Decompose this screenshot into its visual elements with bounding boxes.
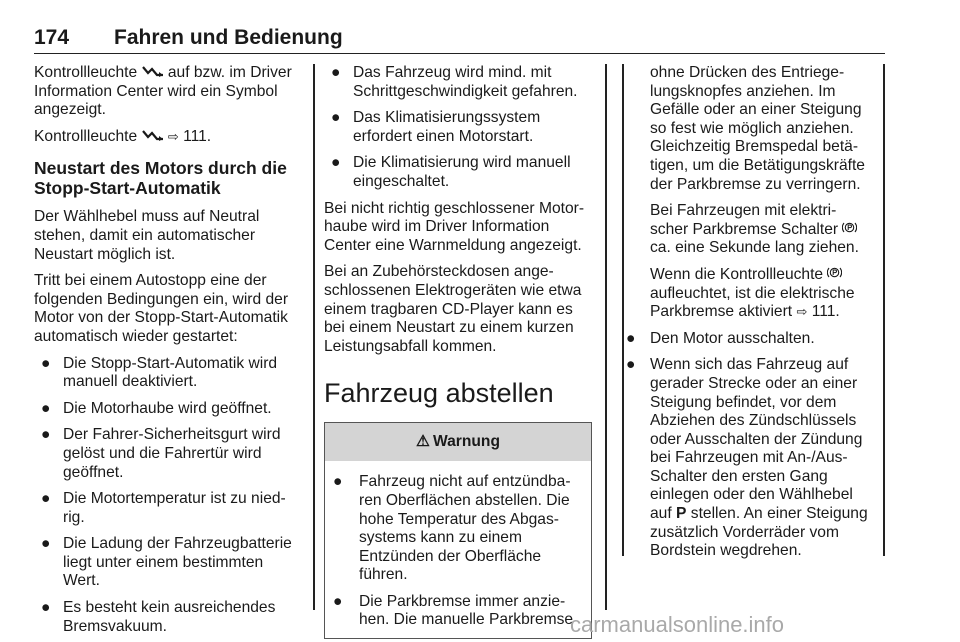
- bullet-icon: ●: [333, 473, 343, 491]
- bullet-icon: ●: [41, 599, 51, 617]
- paragraph: Der Wählhebel muss auf Neutral stehen, damit ein automatischer Neustart möglich ist.: [34, 208, 260, 263]
- bullet-icon: ●: [626, 356, 636, 374]
- reference-arrow-icon: ⇨: [167, 128, 179, 144]
- list-item: ● Es besteht kein ausreichendes Bremsvakuum.: [41, 599, 276, 635]
- column-3: [626, 64, 878, 569]
- bullet-icon: ●: [331, 109, 341, 127]
- page-title: Fahren und Bedienung: [114, 26, 343, 49]
- paragraph: ohne Drücken des Entriege- lungsknopfes anziehen. Im Gefälle oder an einer Steigung so fest wie möglich anziehen. Gleichzeitig Bremspedal betä- tigen, um die Betätigungskräfte der Parkbremse zu verringern.: [650, 64, 865, 193]
- warning-icon: ⚠: [416, 433, 430, 451]
- column-divider-4: [883, 64, 885, 556]
- page-number: 174: [34, 26, 70, 49]
- warning-header: [325, 423, 591, 461]
- bullet-list: [333, 473, 581, 630]
- bullet-icon: ●: [41, 426, 51, 444]
- section-heading: Neustart des Motors durch die Stopp-Start-Automatik: [34, 158, 287, 199]
- warning-body: [325, 461, 591, 630]
- column-divider-3: [622, 64, 624, 556]
- column-divider-2: [605, 64, 607, 610]
- paragraph: Bei an Zubehörsteckdosen ange- schlossenen Elektrogeräten wie etwa einem tragbaren CD-Player kann es bei einem Neustart zu einem kurzen Leistungsabfall kommen.: [324, 263, 582, 355]
- stop-start-icon: [142, 129, 164, 141]
- paragraph: Kontrollleuchte auf bzw. im Driver Information Center wird ein Symbol angezeigt.: [34, 64, 292, 119]
- list-item: ● Das Fahrzeug wird mind. mit Schrittgeschwindigkeit gefahren.: [331, 64, 578, 100]
- column-1: [34, 64, 304, 642]
- column-divider-1: [313, 64, 315, 610]
- bullet-icon: ●: [41, 354, 51, 372]
- section-title: Fahrzeug abstellen: [324, 378, 554, 409]
- list-item: ● Die Stopp-Start-Automatik wird manuell deaktiviert.: [41, 354, 278, 391]
- bullet-icon: ●: [41, 535, 51, 553]
- bullet-list: [626, 330, 878, 561]
- list-item: ● Fahrzeug nicht auf entzündba- ren Oberflächen abstellen. Die hohe Temperatur des Abgas- systems kann zu einem Entzünden der Oberfläche führen.: [333, 473, 571, 584]
- bullet-list: [324, 64, 592, 192]
- list-item: ● Die Motortemperatur ist zu nied- rig.: [41, 490, 286, 526]
- paragraph: Bei nicht richtig geschlossener Motor- haube wird im Driver Information Center eine Warnmeldung angezeigt.: [324, 199, 585, 254]
- page-reference-link[interactable]: 111.: [183, 127, 212, 145]
- list-item: ● Der Fahrer-Sicherheitsgurt wird gelöst und die Fahrertür wird geöffnet.: [41, 426, 281, 481]
- warning-box: [324, 422, 592, 639]
- bullet-icon: ●: [333, 592, 343, 610]
- reference-arrow-icon: ⇨: [796, 304, 808, 320]
- bullet-icon: ●: [626, 329, 636, 347]
- page-header: [34, 26, 885, 54]
- bullet-icon: ●: [41, 399, 51, 417]
- bullet-list: [34, 355, 304, 637]
- stop-start-icon: [142, 65, 164, 77]
- parking-brake-icon: [842, 221, 857, 234]
- list-item: ● Die Klimatisierung wird manuell eingeschaltet.: [331, 154, 571, 190]
- list-item: ● Das Klimatisierungssystem erfordert einen Motorstart.: [331, 109, 541, 145]
- list-item: ● Den Motor ausschalten.: [626, 329, 815, 347]
- list-item: ● Die Motorhaube wird geöffnet.: [41, 399, 272, 417]
- list-item: ● Die Ladung der Fahrzeugbatterie liegt unter einem bestimmten Wert.: [41, 535, 292, 590]
- list-item: ● Die Parkbremse immer anzie- hen. Die manuelle Parkbremse: [333, 592, 574, 629]
- paragraph: Bei Fahrzeugen mit elektri- scher Parkbremse Schalter ca. eine Sekunde lang ziehen.: [650, 202, 859, 257]
- column-2: [324, 64, 592, 639]
- paragraph: Kontrollleuchte ⇨ 111.: [34, 127, 212, 145]
- bullet-icon: ●: [41, 490, 51, 508]
- bullet-icon: ●: [331, 64, 341, 81]
- bullet-icon: ●: [331, 154, 341, 172]
- warning-title: Warnung: [433, 433, 500, 451]
- paragraph: Tritt bei einem Autostopp eine der folgenden Bedingungen ein, wird der Motor von der Stopp-Start-Automatik automatisch wieder gestartet:: [34, 272, 289, 345]
- page-reference-link[interactable]: 111.: [811, 303, 840, 321]
- parking-brake-icon: [827, 266, 842, 279]
- gear-position-label: P: [676, 505, 687, 523]
- list-item: ● Wenn sich das Fahrzeug auf gerader Strecke oder an einer Steigung befindet, vor dem Abziehen des Zündschlüssels oder Ausschalten der Zündung bei Fahrzeugen mit An-/Aus- Schalter den ersten Gang einlegen oder den Wählhebel auf P stellen. An einer Steigung zusätzlich Vorderräder vom Bordstein wegdrehen.: [626, 356, 868, 560]
- watermark: carmanualsonline.info: [570, 612, 785, 637]
- paragraph: Wenn die Kontrollleuchte aufleuchtet, ist die elektrische Parkbremse aktiviert ⇨ 111.: [650, 265, 855, 321]
